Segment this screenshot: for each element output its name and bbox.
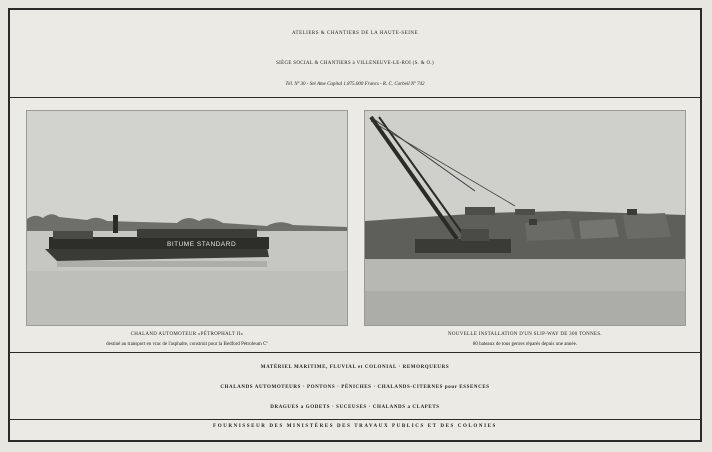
- barge-illustration: [27, 111, 347, 325]
- products-line-3: DRAGUES a GODETS · SUCEUSES · CHALANDS a CLAPETS: [270, 405, 440, 410]
- advertisement-frame: [8, 8, 702, 442]
- company-details-line: Tél. Nº 30 - Sté Ame Capital 1.875.000 Francs - R. C. Corbeil Nº 742: [285, 82, 425, 87]
- supplier-line: FOURNISSEUR DES MINISTÈRES DES TRAVAUX PUBLICS ET DES COLONIES: [213, 424, 497, 429]
- footer-divider: [10, 419, 700, 420]
- products-line-1: MATÉRIEL MARITIME, FLUVIAL et COLONIAL · REMORQUEURS: [260, 365, 450, 370]
- head-office-line: SIÈGE SOCIAL & CHANTIERS à VILLENEUVE-LE-ROI (S. & O.): [276, 61, 434, 66]
- barge-caption-title: CHALAND AUTOMOTEUR «PÉTROPHALT II»: [130, 332, 244, 337]
- barge-photo: [26, 110, 348, 326]
- barge-caption: [26, 330, 348, 349]
- slipway-photo: [364, 110, 686, 326]
- barge-caption-text: destiné au transport en vrac de l'asphalte, construit pour la Bedford Pétroleum Cº: [106, 341, 268, 347]
- company-name: ATELIERS & CHANTIERS DE LA HAUTE-SEINE: [291, 31, 419, 36]
- hull-lettering: BITUME STANDARD: [167, 241, 237, 248]
- slipway-caption-text: 80 bateaux de tous genres réparés depuis une année.: [472, 341, 578, 347]
- slipway-caption-title: NOUVELLE INSTALLATION D'UN SLIP-WAY DE 300 TONNES.: [448, 332, 602, 337]
- slipway-illustration: [365, 111, 685, 325]
- header-divider: [10, 97, 700, 98]
- products-line-2: CHALANDS AUTOMOTEURS · PONTONS · PÉNICHES · CHALANDS-CITERNES pour ESSENCES: [220, 385, 490, 390]
- products-top-divider: [10, 352, 700, 353]
- slipway-caption: [364, 330, 686, 349]
